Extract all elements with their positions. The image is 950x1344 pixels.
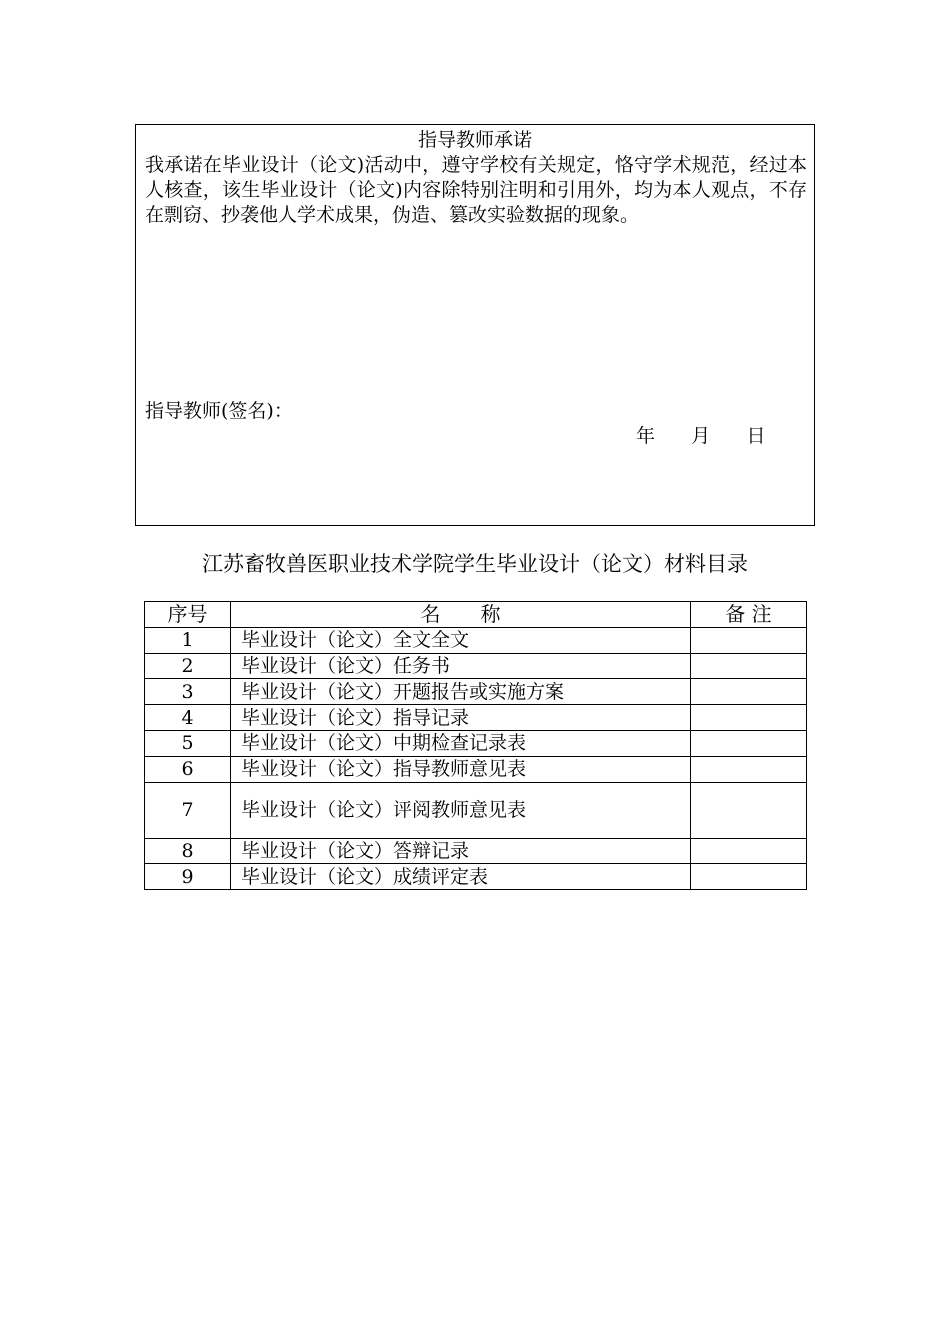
row-name: 毕业设计（论文）成绩评定表 <box>231 864 691 890</box>
row-remark <box>691 627 807 653</box>
row-index: 1 <box>145 627 231 653</box>
table-row <box>145 838 807 864</box>
table-row <box>145 627 807 653</box>
table-row <box>145 653 807 679</box>
date-day: 日 <box>746 425 766 447</box>
row-index: 3 <box>145 679 231 705</box>
row-index: 2 <box>145 653 231 679</box>
advisor-pledge-box <box>135 124 815 526</box>
row-remark <box>691 705 807 731</box>
table-row <box>145 756 807 782</box>
row-name: 毕业设计（论文）指导教师意见表 <box>231 756 691 782</box>
row-remark <box>691 756 807 782</box>
row-index: 7 <box>145 782 231 838</box>
header-index: 序号 <box>145 602 231 628</box>
row-name: 毕业设计（论文）中期检查记录表 <box>231 730 691 756</box>
row-index: 9 <box>145 864 231 890</box>
row-remark <box>691 730 807 756</box>
materials-catalog-table <box>144 601 807 890</box>
row-remark <box>691 782 807 838</box>
row-index: 4 <box>145 705 231 731</box>
row-name: 毕业设计（论文）任务书 <box>231 653 691 679</box>
header-remark: 备 注 <box>691 602 807 628</box>
row-index: 6 <box>145 756 231 782</box>
catalog-title: 江苏畜牧兽医职业技术学院学生毕业设计（论文）材料目录 <box>202 552 748 576</box>
table-row <box>145 679 807 705</box>
pledge-paragraph: 我承诺在毕业设计（论文)活动中，遵守学校有关规定，恪守学术规范，经过本人核查，该生毕业设计（论文)内容除特别注明和引用外，均为本人观点，不存在剽窃、抄袭他人学术成果，伪造、篡改实验数据的现象。 <box>145 154 807 226</box>
row-index: 8 <box>145 838 231 864</box>
table-row <box>145 782 807 838</box>
row-remark <box>691 653 807 679</box>
row-remark <box>691 838 807 864</box>
date-line <box>636 424 766 449</box>
table-row <box>145 864 807 890</box>
date-year: 年 <box>636 425 656 447</box>
row-name: 毕业设计（论文）指导记录 <box>231 705 691 731</box>
table-header-row <box>145 602 807 628</box>
row-remark <box>691 679 807 705</box>
header-name: 名 称 <box>231 602 691 628</box>
row-name: 毕业设计（论文）开题报告或实施方案 <box>231 679 691 705</box>
row-name: 毕业设计（论文）全文全文 <box>231 627 691 653</box>
row-remark <box>691 864 807 890</box>
row-name: 毕业设计（论文）评阅教师意见表 <box>231 782 691 838</box>
pledge-body <box>145 153 807 228</box>
signature-label: 指导教师(签名)： <box>145 400 293 422</box>
date-month: 月 <box>691 425 711 447</box>
row-name: 毕业设计（论文）答辩记录 <box>231 838 691 864</box>
table-row <box>145 705 807 731</box>
table-row <box>145 730 807 756</box>
row-index: 5 <box>145 730 231 756</box>
pledge-title: 指导教师承诺 <box>417 129 532 151</box>
